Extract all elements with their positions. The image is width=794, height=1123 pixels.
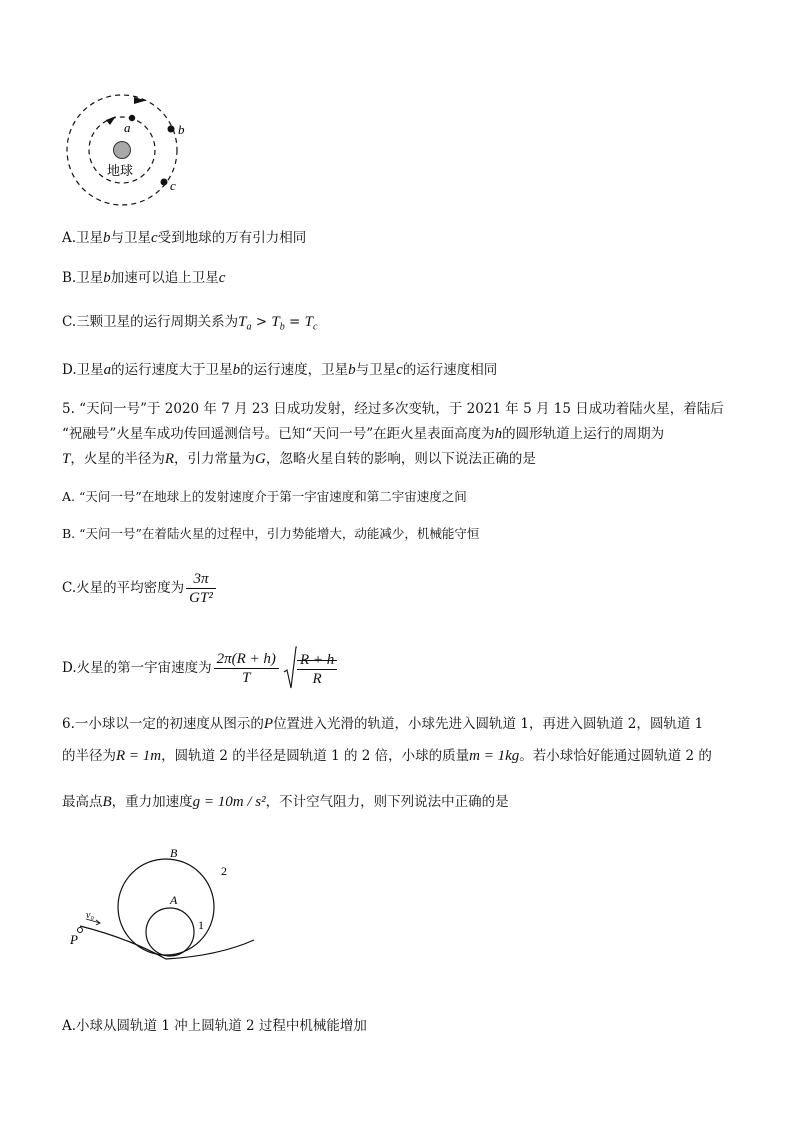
earth-label: 地球 bbox=[107, 164, 134, 179]
label-A: A bbox=[170, 893, 178, 907]
q5-stem-line3: T，火星的半径为R，引力常量为G，忽略火星自转的影响，则以下说法正确的是 bbox=[62, 451, 536, 467]
loop-2 bbox=[118, 859, 214, 955]
track-curve bbox=[80, 926, 254, 959]
label-b: b bbox=[178, 122, 185, 137]
satellite-b bbox=[168, 126, 175, 133]
satellite-c bbox=[161, 179, 168, 186]
q5-stem-line2: “祝融号”火星车成功传回遥测信号。已知“天问一号”在距火星表面高度为h的圆形轨道上运行的周期为 bbox=[62, 426, 665, 442]
density-fraction: $\frac{3\pi}{\text{GT²}}$ bbox=[186, 570, 216, 607]
earth bbox=[114, 142, 131, 159]
outer-arrow-icon bbox=[134, 97, 146, 104]
q4-option-d: D.卫星a的运行速度大于卫星b的运行速度，卫星b与卫星c的运行速度相同 bbox=[62, 362, 498, 378]
label-B: B bbox=[170, 846, 178, 860]
inner-arrow-icon bbox=[106, 116, 116, 125]
label-c: c bbox=[170, 178, 176, 193]
q5-option-c: C.火星的平均密度为 $\frac{3\pi}{\text{GT²}}$ bbox=[62, 568, 218, 608]
sqrt-expression: $\frac{R + h}{R}$ bbox=[283, 646, 337, 692]
label-2: 2 bbox=[221, 864, 227, 878]
track-figure bbox=[68, 838, 268, 968]
label-P: P bbox=[70, 932, 78, 947]
label-v0: v₀ bbox=[86, 910, 94, 921]
label-1: 1 bbox=[198, 918, 204, 932]
q6-stem-line1: 6.一小球以一定的初速度从图示的P位置进入光滑的轨道，小球先进入圆轨道 1，再进入圆轨道 2，圆轨道 1 bbox=[62, 716, 704, 732]
loop-1 bbox=[146, 908, 194, 956]
q5-option-d: D.火星的第一宇宙速度为 $\frac{2\pi(R + h)}{T}$ $\frac{R + h}{R}$ bbox=[62, 645, 337, 692]
q4-option-b: B.卫星b加速可以追上卫星c bbox=[62, 270, 226, 286]
orbit-figure bbox=[60, 92, 200, 212]
velocity-fraction: $\frac{2\pi(R + h)}{T}$ bbox=[214, 650, 279, 687]
label-a: a bbox=[124, 120, 131, 135]
ball bbox=[78, 928, 83, 933]
q5-option-b: B. “天问一号”在着陆火星的过程中，引力势能增大，动能减少，机械能守恒 bbox=[62, 526, 480, 541]
q4-option-a: A.卫星b与卫星c受到地球的万有引力相同 bbox=[62, 230, 307, 246]
q6-stem-line3: 最高点B，重力加速度g = 10m / s²，不计空气阻力，则下列说法中正确的是 bbox=[62, 794, 509, 810]
q6-stem-line2: 的半径为R = 1m，圆轨道 2 的半径是圆轨道 1 的 2 倍，小球的质量m = 1kg。若小球恰好能通过圆轨道 2 的 bbox=[62, 748, 712, 764]
q5-option-a: A. “天问一号”在地球上的发射速度介于第一宇宙速度和第二宇宙速度之间 bbox=[62, 489, 467, 504]
q5-stem-line1: 5. “天问一号”于 2020 年 7 月 23 日成功发射，经过多次变轨，于 2021 年 5 月 15 日成功着陆火星，着陆后 bbox=[62, 401, 724, 417]
q4-option-c: C.三颗卫星的运行周期关系为$T_a > T_b = T_c$ bbox=[62, 314, 318, 333]
q6-option-a: A.小球从圆轨道 1 冲上圆轨道 2 过程中机械能增加 bbox=[62, 1018, 367, 1034]
